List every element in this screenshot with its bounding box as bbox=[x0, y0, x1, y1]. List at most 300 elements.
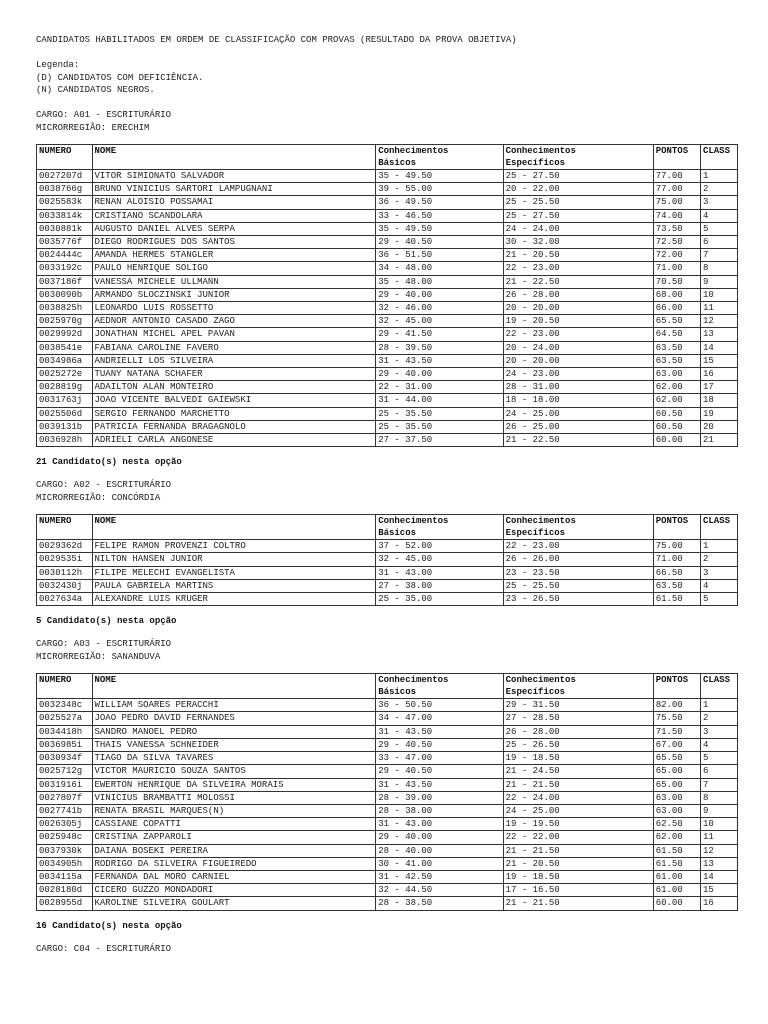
cell-nome: RENAN ALOISIO POSSAMAI bbox=[92, 196, 376, 209]
table-row bbox=[37, 170, 738, 183]
cell-numero: 0025948c bbox=[37, 831, 93, 844]
cell-numero: 0026305j bbox=[37, 818, 93, 831]
cell-class: 3 bbox=[700, 196, 737, 209]
cell-conhecimentos-especificos: 21 - 20.50 bbox=[503, 857, 653, 870]
cell-nome: EWERTON HENRIQUE DA SILVEIRA MORAIS bbox=[92, 778, 376, 791]
cell-class: 3 bbox=[700, 566, 737, 579]
cell-nome: KAROLINE SILVEIRA GOULART bbox=[92, 897, 376, 910]
cell-class: 4 bbox=[700, 209, 737, 222]
cell-nome: CASSIANE COPATTI bbox=[92, 818, 376, 831]
cell-conhecimentos-basicos: 31 - 42.50 bbox=[376, 870, 503, 883]
cell-numero: 0030112h bbox=[37, 566, 93, 579]
cell-conhecimentos-basicos: 25 - 35.00 bbox=[376, 593, 503, 606]
cell-class: 13 bbox=[700, 328, 737, 341]
cell-conhecimentos-especificos: 21 - 22.50 bbox=[503, 275, 653, 288]
cell-nome: AEDNOR ANTONIO CASADO ZAGO bbox=[92, 315, 376, 328]
cell-nome: VICTOR MAURICIO SOUZA SANTOS bbox=[92, 765, 376, 778]
cell-conhecimentos-especificos: 21 - 21.50 bbox=[503, 778, 653, 791]
cell-conhecimentos-especificos: 22 - 23.00 bbox=[503, 262, 653, 275]
cell-conhecimentos-basicos: 32 - 45.00 bbox=[376, 315, 503, 328]
cell-numero: 0027634a bbox=[37, 593, 93, 606]
cell-numero: 0027207d bbox=[37, 170, 93, 183]
cell-class: 2 bbox=[700, 183, 737, 196]
table-row bbox=[37, 236, 738, 249]
cell-pontos: 60.50 bbox=[653, 407, 700, 420]
table-row bbox=[37, 553, 738, 566]
cell-conhecimentos-basicos: 29 - 40.00 bbox=[376, 831, 503, 844]
cell-pontos: 75.00 bbox=[653, 540, 700, 553]
cell-pontos: 71.00 bbox=[653, 262, 700, 275]
table-row bbox=[37, 778, 738, 791]
cell-conhecimentos-especificos: 26 - 28.00 bbox=[503, 725, 653, 738]
cell-pontos: 65.00 bbox=[653, 778, 700, 791]
cell-conhecimentos-basicos: 30 - 41.00 bbox=[376, 857, 503, 870]
legend-title: Legenda: bbox=[36, 60, 80, 70]
cell-conhecimentos-especificos: 22 - 23.00 bbox=[503, 328, 653, 341]
cell-pontos: 64.50 bbox=[653, 328, 700, 341]
cell-conhecimentos-especificos: 19 - 20.50 bbox=[503, 315, 653, 328]
header-conhecimentos-especificos: Conhecimentos Específicos bbox=[503, 674, 653, 699]
cell-conhecimentos-especificos: 19 - 18.50 bbox=[503, 752, 653, 765]
cell-class: 14 bbox=[700, 341, 737, 354]
cell-pontos: 82.00 bbox=[653, 699, 700, 712]
cell-conhecimentos-especificos: 25 - 27.50 bbox=[503, 170, 653, 183]
cell-conhecimentos-especificos: 22 - 23.00 bbox=[503, 540, 653, 553]
cell-class: 10 bbox=[700, 818, 737, 831]
cell-class: 1 bbox=[700, 540, 737, 553]
cell-pontos: 63.00 bbox=[653, 791, 700, 804]
cell-class: 8 bbox=[700, 262, 737, 275]
cell-pontos: 77.00 bbox=[653, 183, 700, 196]
header-conhecimentos-basicos: Conhecimentos Básicos bbox=[376, 515, 503, 540]
cell-nome: PAULO HENRIQUE SOLIGO bbox=[92, 262, 376, 275]
cell-nome: CRISTIANO SCANDOLARA bbox=[92, 209, 376, 222]
cell-class: 7 bbox=[700, 778, 737, 791]
cell-nome: PATRICIA FERNANDA BRAGAGNOLO bbox=[92, 420, 376, 433]
microrregiao-label: MICRORREGIÃO: ERECHIM bbox=[36, 122, 150, 133]
cell-conhecimentos-basicos: 29 - 40.00 bbox=[376, 368, 503, 381]
header-conhecimentos-basicos: Conhecimentos Básicos bbox=[376, 674, 503, 699]
table-row bbox=[37, 579, 738, 592]
cell-class: 1 bbox=[700, 699, 737, 712]
cell-conhecimentos-basicos: 33 - 46.50 bbox=[376, 209, 503, 222]
cell-numero: 0038541e bbox=[37, 341, 93, 354]
header-pontos: PONTOS bbox=[653, 515, 700, 540]
cell-numero: 0034986a bbox=[37, 354, 93, 367]
cell-conhecimentos-basicos: 22 - 31.00 bbox=[376, 381, 503, 394]
cell-pontos: 63.00 bbox=[653, 804, 700, 817]
document-page bbox=[36, 34, 738, 955]
cell-nome: DAIANA BOSEKI PEREIRA bbox=[92, 844, 376, 857]
cell-pontos: 61.00 bbox=[653, 884, 700, 897]
table-row bbox=[37, 857, 738, 870]
cell-numero: 0030090b bbox=[37, 288, 93, 301]
cell-numero: 0025583k bbox=[37, 196, 93, 209]
cell-conhecimentos-especificos: 26 - 26.00 bbox=[503, 553, 653, 566]
cell-class: 4 bbox=[700, 579, 737, 592]
cell-pontos: 62.00 bbox=[653, 831, 700, 844]
cell-class: 13 bbox=[700, 857, 737, 870]
cell-pontos: 73.50 bbox=[653, 222, 700, 235]
cell-class: 18 bbox=[700, 394, 737, 407]
cell-nome: NILTON HANSEN JUNIOR bbox=[92, 553, 376, 566]
results-table bbox=[36, 144, 738, 447]
table-row bbox=[37, 712, 738, 725]
table-row bbox=[37, 765, 738, 778]
cell-class: 5 bbox=[700, 593, 737, 606]
cell-nome: LEONARDO LUIS ROSSETTO bbox=[92, 302, 376, 315]
cell-nome: AMANDA HERMES STANGLER bbox=[92, 249, 376, 262]
table-row bbox=[37, 791, 738, 804]
header-class: CLASS bbox=[700, 145, 737, 170]
header-pontos: PONTOS bbox=[653, 145, 700, 170]
cell-nome: ADAILTON ALAN MONTEIRO bbox=[92, 381, 376, 394]
table-row bbox=[37, 288, 738, 301]
microrregiao-label: MICRORREGIÃO: SANANDUVA bbox=[36, 651, 161, 662]
table-row bbox=[37, 275, 738, 288]
table-row bbox=[37, 870, 738, 883]
cell-conhecimentos-especificos: 21 - 21.50 bbox=[503, 897, 653, 910]
cell-numero: 0025712g bbox=[37, 765, 93, 778]
cell-numero: 0031916i bbox=[37, 778, 93, 791]
cell-conhecimentos-basicos: 29 - 40.00 bbox=[376, 288, 503, 301]
cell-pontos: 60.00 bbox=[653, 897, 700, 910]
cell-nome: TIAGO DA SILVA TAVARES bbox=[92, 752, 376, 765]
cell-numero: 0027741b bbox=[37, 804, 93, 817]
table-row bbox=[37, 381, 738, 394]
cell-conhecimentos-basicos: 29 - 40.50 bbox=[376, 738, 503, 751]
cell-nome: VITOR SIMIONATO SALVADOR bbox=[92, 170, 376, 183]
cell-class: 4 bbox=[700, 738, 737, 751]
cell-nome: ARMANDO SLOCZINSKI JUNIOR bbox=[92, 288, 376, 301]
cell-conhecimentos-especificos: 26 - 25.00 bbox=[503, 420, 653, 433]
table-row bbox=[37, 844, 738, 857]
table-row bbox=[37, 368, 738, 381]
cell-class: 5 bbox=[700, 222, 737, 235]
cell-conhecimentos-especificos: 18 - 18.00 bbox=[503, 394, 653, 407]
cell-class: 9 bbox=[700, 275, 737, 288]
legend-deficiencia: (D) CANDIDATOS COM DEFICIÊNCIA. bbox=[36, 72, 204, 83]
cell-class: 7 bbox=[700, 249, 737, 262]
microrregiao-label: MICRORREGIÃO: CONCÓRDIA bbox=[36, 492, 161, 503]
cell-pontos: 65.00 bbox=[653, 765, 700, 778]
legend-negros: (N) CANDIDATOS NEGROS. bbox=[36, 85, 155, 95]
cell-pontos: 60.50 bbox=[653, 420, 700, 433]
table-row bbox=[37, 407, 738, 420]
cell-nome: VANESSA MICHELE ULLMANN bbox=[92, 275, 376, 288]
cell-class: 12 bbox=[700, 315, 737, 328]
cell-pontos: 63.50 bbox=[653, 341, 700, 354]
cell-pontos: 60.00 bbox=[653, 434, 700, 447]
cell-nome: RODRIGO DA SILVEIRA FIGUEIREDO bbox=[92, 857, 376, 870]
cell-numero: 0036928h bbox=[37, 434, 93, 447]
cell-pontos: 75.00 bbox=[653, 196, 700, 209]
table-row bbox=[37, 725, 738, 738]
cell-conhecimentos-basicos: 33 - 47.00 bbox=[376, 752, 503, 765]
table-row bbox=[37, 209, 738, 222]
cell-pontos: 65.50 bbox=[653, 315, 700, 328]
header-nome: NOME bbox=[92, 515, 376, 540]
cell-pontos: 68.00 bbox=[653, 288, 700, 301]
cell-conhecimentos-basicos: 32 - 45.00 bbox=[376, 553, 503, 566]
header-conhecimentos-basicos: Conhecimentos Básicos bbox=[376, 145, 503, 170]
cell-numero: 0037930k bbox=[37, 844, 93, 857]
table-row bbox=[37, 420, 738, 433]
cell-conhecimentos-basicos: 28 - 38.00 bbox=[376, 804, 503, 817]
cell-conhecimentos-basicos: 35 - 48.00 bbox=[376, 275, 503, 288]
cell-conhecimentos-especificos: 24 - 24.00 bbox=[503, 222, 653, 235]
cell-conhecimentos-especificos: 21 - 20.50 bbox=[503, 249, 653, 262]
cell-nome: THAIS VANESSA SCHNEIDER bbox=[92, 738, 376, 751]
cell-conhecimentos-especificos: 20 - 22.00 bbox=[503, 183, 653, 196]
cell-conhecimentos-basicos: 27 - 37.50 bbox=[376, 434, 503, 447]
header-nome: NOME bbox=[92, 145, 376, 170]
cell-class: 16 bbox=[700, 897, 737, 910]
cell-pontos: 75.50 bbox=[653, 712, 700, 725]
cell-conhecimentos-basicos: 36 - 50.50 bbox=[376, 699, 503, 712]
cell-conhecimentos-basicos: 28 - 39.00 bbox=[376, 791, 503, 804]
cell-class: 17 bbox=[700, 381, 737, 394]
cell-nome: SANDRO MANOEL PEDRO bbox=[92, 725, 376, 738]
cell-conhecimentos-basicos: 31 - 43.50 bbox=[376, 354, 503, 367]
cell-nome: CRISTINA ZAPPAROLI bbox=[92, 831, 376, 844]
cell-nome: JOAO VICENTE BALVEDI GAIEWSKI bbox=[92, 394, 376, 407]
cell-nome: ALEXANDRE LUIS KRUGER bbox=[92, 593, 376, 606]
cell-numero: 0034905h bbox=[37, 857, 93, 870]
cell-pontos: 70.50 bbox=[653, 275, 700, 288]
table-header-row bbox=[37, 515, 738, 540]
cell-numero: 0029992d bbox=[37, 328, 93, 341]
cell-conhecimentos-especificos: 28 - 31.00 bbox=[503, 381, 653, 394]
cell-conhecimentos-especificos: 19 - 18.50 bbox=[503, 870, 653, 883]
cell-class: 21 bbox=[700, 434, 737, 447]
cell-numero: 0027807f bbox=[37, 791, 93, 804]
header-numero: NUMERO bbox=[37, 674, 93, 699]
table-row bbox=[37, 566, 738, 579]
cell-class: 3 bbox=[700, 725, 737, 738]
results-table bbox=[36, 514, 738, 606]
cell-numero: 0024444c bbox=[37, 249, 93, 262]
cell-conhecimentos-especificos: 21 - 24.50 bbox=[503, 765, 653, 778]
table-row bbox=[37, 818, 738, 831]
cell-class: 1 bbox=[700, 170, 737, 183]
table-row bbox=[37, 884, 738, 897]
cell-class: 10 bbox=[700, 288, 737, 301]
cell-conhecimentos-especificos: 23 - 26.50 bbox=[503, 593, 653, 606]
cell-conhecimentos-basicos: 25 - 35.50 bbox=[376, 420, 503, 433]
cell-conhecimentos-basicos: 29 - 41.50 bbox=[376, 328, 503, 341]
cell-conhecimentos-basicos: 28 - 38.50 bbox=[376, 897, 503, 910]
cell-numero: 0025272e bbox=[37, 368, 93, 381]
cell-pontos: 63.50 bbox=[653, 354, 700, 367]
cell-numero: 0031763j bbox=[37, 394, 93, 407]
cell-conhecimentos-especificos: 23 - 23.50 bbox=[503, 566, 653, 579]
cell-nome: BRUNO VINICIUS SARTORI LAMPUGNANI bbox=[92, 183, 376, 196]
cell-class: 6 bbox=[700, 236, 737, 249]
cell-pontos: 66.00 bbox=[653, 302, 700, 315]
cell-conhecimentos-especificos: 27 - 28.50 bbox=[503, 712, 653, 725]
header-nome: NOME bbox=[92, 674, 376, 699]
cell-numero: 0033814k bbox=[37, 209, 93, 222]
cell-conhecimentos-basicos: 29 - 40.50 bbox=[376, 236, 503, 249]
sections-container bbox=[36, 109, 738, 933]
table-row bbox=[37, 354, 738, 367]
table-header-row bbox=[37, 145, 738, 170]
cell-nome: VINICIUS BRAMBATTI MOLOSSI bbox=[92, 791, 376, 804]
cell-class: 14 bbox=[700, 870, 737, 883]
cell-pontos: 61.50 bbox=[653, 844, 700, 857]
cell-class: 12 bbox=[700, 844, 737, 857]
cell-conhecimentos-basicos: 28 - 40.00 bbox=[376, 844, 503, 857]
cell-numero: 0038766g bbox=[37, 183, 93, 196]
cell-conhecimentos-basicos: 31 - 43.50 bbox=[376, 778, 503, 791]
cell-numero: 0028955d bbox=[37, 897, 93, 910]
cell-class: 16 bbox=[700, 368, 737, 381]
cell-numero: 0037186f bbox=[37, 275, 93, 288]
cell-class: 8 bbox=[700, 791, 737, 804]
header-conhecimentos-especificos: Conhecimentos Específicos bbox=[503, 145, 653, 170]
cargo-section bbox=[36, 479, 738, 628]
cell-conhecimentos-basicos: 34 - 47.00 bbox=[376, 712, 503, 725]
cell-nome: JOAO PEDRO DAVID FERNANDES bbox=[92, 712, 376, 725]
cell-conhecimentos-basicos: 25 - 35.50 bbox=[376, 407, 503, 420]
table-row bbox=[37, 249, 738, 262]
cell-conhecimentos-especificos: 24 - 25.00 bbox=[503, 804, 653, 817]
header-pontos: PONTOS bbox=[653, 674, 700, 699]
cell-conhecimentos-especificos: 20 - 20.00 bbox=[503, 302, 653, 315]
cell-pontos: 61.50 bbox=[653, 857, 700, 870]
cell-class: 19 bbox=[700, 407, 737, 420]
table-row bbox=[37, 699, 738, 712]
cell-nome: FERNANDA DAL MORO CARNIEL bbox=[92, 870, 376, 883]
cell-conhecimentos-basicos: 28 - 39.50 bbox=[376, 341, 503, 354]
cell-pontos: 72.00 bbox=[653, 249, 700, 262]
table-row bbox=[37, 897, 738, 910]
cell-numero: 0028819g bbox=[37, 381, 93, 394]
cell-conhecimentos-basicos: 27 - 38.00 bbox=[376, 579, 503, 592]
cell-conhecimentos-basicos: 31 - 43.00 bbox=[376, 566, 503, 579]
cell-numero: 0034115a bbox=[37, 870, 93, 883]
cargo-section bbox=[36, 638, 738, 932]
cell-conhecimentos-basicos: 29 - 40.50 bbox=[376, 765, 503, 778]
cell-conhecimentos-basicos: 36 - 49.50 bbox=[376, 196, 503, 209]
cargo-label: CARGO: A03 - ESCRITURÁRIO bbox=[36, 639, 172, 650]
cell-conhecimentos-especificos: 25 - 25.50 bbox=[503, 579, 653, 592]
cell-class: 9 bbox=[700, 804, 737, 817]
header-conhecimentos-especificos: Conhecimentos Específicos bbox=[503, 515, 653, 540]
cell-class: 11 bbox=[700, 831, 737, 844]
header-class: CLASS bbox=[700, 674, 737, 699]
cell-nome: CICERO GUZZO MONDADORI bbox=[92, 884, 376, 897]
table-row bbox=[37, 831, 738, 844]
table-row bbox=[37, 752, 738, 765]
cell-conhecimentos-especificos: 20 - 20.00 bbox=[503, 354, 653, 367]
cell-numero: 0029362d bbox=[37, 540, 93, 553]
cell-nome: AUGUSTO DANIEL ALVES SERPA bbox=[92, 222, 376, 235]
cell-pontos: 62.00 bbox=[653, 381, 700, 394]
cell-class: 15 bbox=[700, 884, 737, 897]
table-row bbox=[37, 394, 738, 407]
candidate-count: 16 Candidato(s) nesta opção bbox=[36, 920, 182, 931]
cell-conhecimentos-basicos: 36 - 51.50 bbox=[376, 249, 503, 262]
cargo-label: CARGO: A02 - ESCRITURÁRIO bbox=[36, 480, 172, 491]
cell-pontos: 74.00 bbox=[653, 209, 700, 222]
cell-class: 2 bbox=[700, 553, 737, 566]
cell-conhecimentos-basicos: 35 - 49.50 bbox=[376, 222, 503, 235]
cell-class: 15 bbox=[700, 354, 737, 367]
table-row bbox=[37, 196, 738, 209]
cell-conhecimentos-especificos: 25 - 26.50 bbox=[503, 738, 653, 751]
cell-class: 2 bbox=[700, 712, 737, 725]
table-row bbox=[37, 540, 738, 553]
cell-conhecimentos-basicos: 34 - 48.00 bbox=[376, 262, 503, 275]
cell-nome: FELIPE RAMON PROVENZI COLTRO bbox=[92, 540, 376, 553]
cell-pontos: 72.50 bbox=[653, 236, 700, 249]
header-class: CLASS bbox=[700, 515, 737, 540]
table-row bbox=[37, 738, 738, 751]
cell-conhecimentos-especificos: 29 - 31.50 bbox=[503, 699, 653, 712]
cell-numero: 0025527a bbox=[37, 712, 93, 725]
cell-conhecimentos-basicos: 31 - 43.00 bbox=[376, 818, 503, 831]
table-row bbox=[37, 302, 738, 315]
cell-conhecimentos-basicos: 37 - 52.00 bbox=[376, 540, 503, 553]
table-row bbox=[37, 222, 738, 235]
cell-pontos: 62.50 bbox=[653, 818, 700, 831]
cell-conhecimentos-especificos: 19 - 19.50 bbox=[503, 818, 653, 831]
cell-pontos: 66.50 bbox=[653, 566, 700, 579]
cell-numero: 0039131b bbox=[37, 420, 93, 433]
cell-conhecimentos-especificos: 30 - 32.00 bbox=[503, 236, 653, 249]
results-table bbox=[36, 673, 738, 910]
cell-numero: 0032430j bbox=[37, 579, 93, 592]
cell-numero: 0025506d bbox=[37, 407, 93, 420]
cell-class: 11 bbox=[700, 302, 737, 315]
cell-nome: SERGIO FERNANDO MARCHETTO bbox=[92, 407, 376, 420]
cell-numero: 0035776f bbox=[37, 236, 93, 249]
cargo-section bbox=[36, 109, 738, 469]
cell-conhecimentos-especificos: 25 - 27.50 bbox=[503, 209, 653, 222]
cell-class: 5 bbox=[700, 752, 737, 765]
cell-pontos: 61.00 bbox=[653, 870, 700, 883]
cell-conhecimentos-especificos: 26 - 28.00 bbox=[503, 288, 653, 301]
table-header-row bbox=[37, 674, 738, 699]
cell-nome: FILIPE MELECHI EVANGELISTA bbox=[92, 566, 376, 579]
cell-pontos: 77.00 bbox=[653, 170, 700, 183]
table-row bbox=[37, 315, 738, 328]
table-row bbox=[37, 434, 738, 447]
cell-nome: ADRIELI CARLA ANGONESE bbox=[92, 434, 376, 447]
cell-pontos: 62.00 bbox=[653, 394, 700, 407]
cell-numero: 0025970g bbox=[37, 315, 93, 328]
table-row bbox=[37, 804, 738, 817]
cell-numero: 0038825h bbox=[37, 302, 93, 315]
cell-pontos: 71.50 bbox=[653, 725, 700, 738]
header-numero: NUMERO bbox=[37, 145, 93, 170]
cell-pontos: 65.50 bbox=[653, 752, 700, 765]
cell-class: 6 bbox=[700, 765, 737, 778]
document-title: CANDIDATOS HABILITADOS EM ORDEM DE CLASSIFICAÇÃO COM PROVAS (RESULTADO DA PROVA OBJETIVA) bbox=[36, 35, 517, 45]
cell-nome: TUANY NATANA SCHAFER bbox=[92, 368, 376, 381]
cell-numero: 0033192c bbox=[37, 262, 93, 275]
cell-conhecimentos-especificos: 25 - 25.50 bbox=[503, 196, 653, 209]
cell-pontos: 63.50 bbox=[653, 579, 700, 592]
cell-nome: PAULA GABRIELA MARTINS bbox=[92, 579, 376, 592]
cell-conhecimentos-especificos: 21 - 22.50 bbox=[503, 434, 653, 447]
candidate-count: 21 Candidato(s) nesta opção bbox=[36, 457, 182, 468]
cell-class: 20 bbox=[700, 420, 737, 433]
cell-pontos: 61.50 bbox=[653, 593, 700, 606]
cargo-label: CARGO: A01 - ESCRITURÁRIO bbox=[36, 110, 172, 120]
